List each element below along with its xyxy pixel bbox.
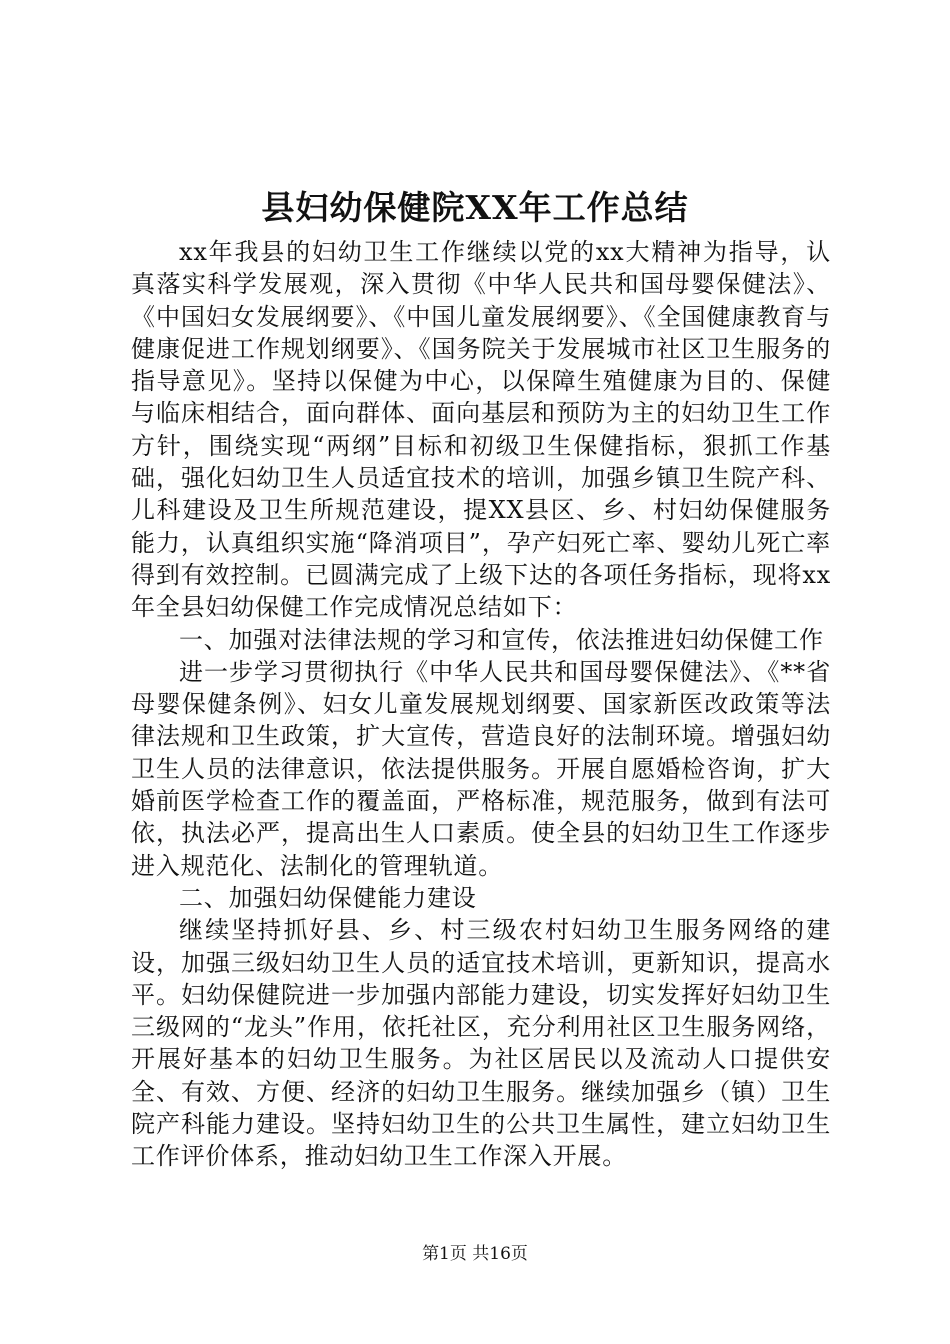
section-heading-1: 一、加强对法律法规的学习和宣传，依法推进妇幼保健工作: [179, 625, 824, 654]
section-2-paragraph: 继续坚持抓好县、乡、村三级农村妇幼卫生服务网络的建设，加强三级妇幼卫生人员的适宜技术培训，更新知识，提高水平。妇幼保健院进一步加强内部能力建设，切实发挥好妇幼卫生三级网的“龙头”作用，依托社区，充分利用社区卫生服务网络，开展好基本的妇幼卫生服务。为社区居民以及流动人口提供安全、有效、方便、经济的妇幼卫生服务。继续加强乡（镇）卫生院产科能力建设。坚持妇幼卫生的公共卫生属性，建立妇幼卫生工作评价体系，推动妇幼卫生工作深入开展。: [131, 916, 831, 1171]
section-1-paragraph: 进一步学习贯彻执行《中华人民共和国母婴保健法》、《**省母婴保健条例》、妇女儿童发展规划纲要、国家新医改政策等法律法规和卫生政策，扩大宣传，营造良好的法制环境。增强妇幼卫生人员的法律意识，依法提供服务。开展自愿婚检咨询，扩大婚前医学检查工作的覆盖面，严格标准，规范服务，做到有法可依，执法必严，提高出生人口素质。使全县的妇幼卫生工作逐步进入规范化、法制化的管理轨道。: [131, 657, 831, 880]
page-footer: 第1页 共16页: [422, 1244, 528, 1264]
document-body: [131, 236, 831, 1173]
document-title: 县妇幼保健院XX年工作总结: [261, 188, 689, 227]
intro-paragraph: xx年我县的妇幼卫生工作继续以党的xx大精神为指导，认真落实科学发展观，深入贯彻《中华人民共和国母婴保健法》、《中国妇女发展纲要》、《中国儿童发展纲要》、《全国健康教育与健康促进工作规划纲要》、《国务院关于发展城市社区卫生服务的指导意见》。坚持以保健为中心，以保障生殖健康为目的、保健与临床相结合，面向群体、面向基层和预防为主的妇幼卫生工作方针，围绕实现“两纲”目标和初级卫生保健指标，狠抓工作基础，强化妇幼卫生人员适宜技术的培训，加强乡镇卫生院产科、儿科建设及卫生所规范建设，提XX县区、乡、村妇幼保健服务能力，认真组织实施“降消项目”，孕产妇死亡率、婴幼儿死亡率得到有效控制。已圆满完成了上级下达的各项任务指标，现将xx年全县妇幼保健工作完成情况总结如下：: [131, 238, 831, 622]
section-heading-2: 二、加强妇幼保健能力建设: [179, 883, 477, 912]
